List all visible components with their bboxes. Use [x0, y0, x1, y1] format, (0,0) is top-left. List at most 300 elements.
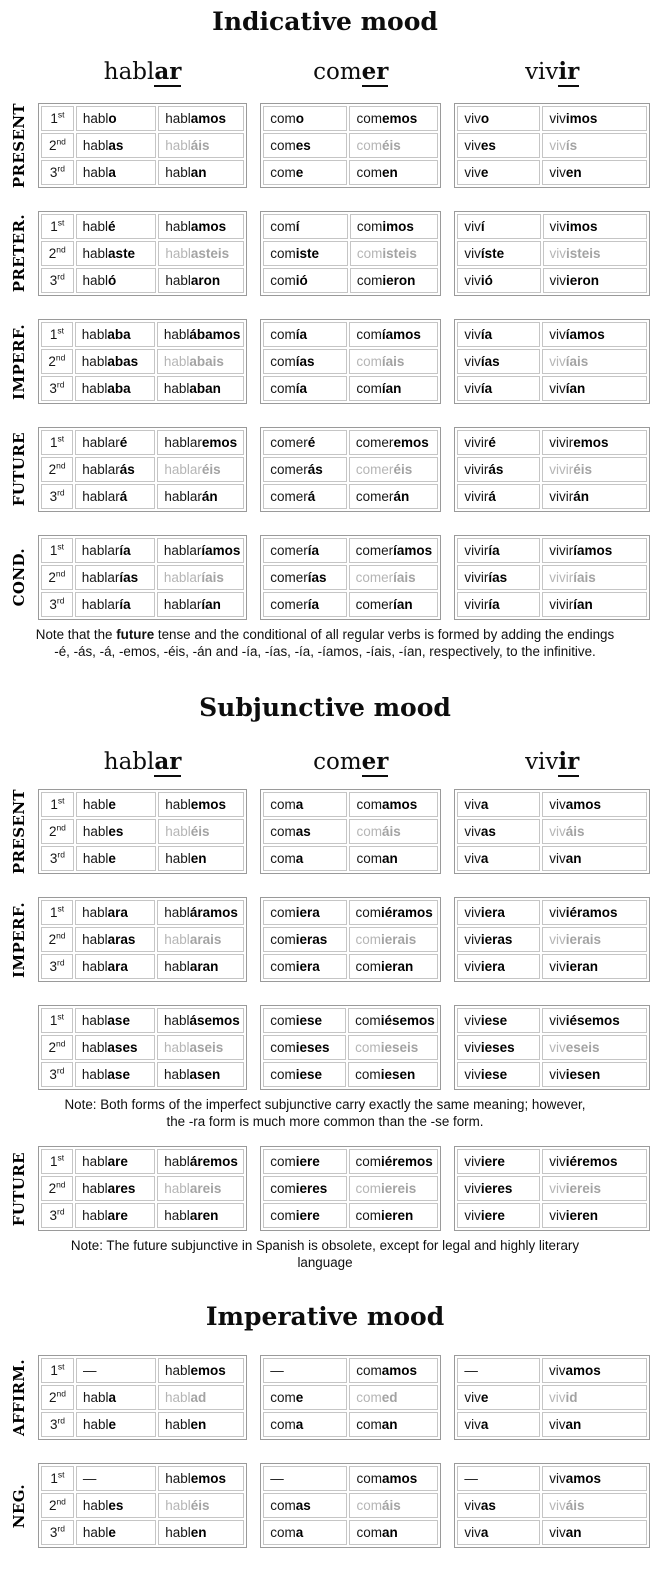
verb-stem: habl — [82, 1525, 109, 1541]
conjugation-row — [457, 160, 647, 185]
plural-form — [157, 376, 244, 401]
singular-form — [263, 1412, 347, 1437]
tense-block — [0, 1355, 650, 1440]
verb-stem: viv — [549, 1208, 566, 1224]
plural-form — [349, 322, 438, 347]
verb-header — [454, 747, 650, 777]
verb-ending: ó — [108, 273, 117, 289]
verb-stem: hablar — [81, 570, 120, 586]
verb-stem: viv — [549, 273, 567, 289]
tense-block — [0, 427, 650, 512]
verb-ending: é — [108, 219, 116, 235]
person-ordinal: rd — [57, 1206, 65, 1217]
conjugation-table — [38, 1463, 247, 1548]
person-ordinal: st — [57, 903, 65, 914]
person-ordinal: nd — [56, 244, 66, 255]
verb-stem: habl — [165, 1525, 191, 1541]
verb-ending: ares — [107, 1181, 136, 1197]
conjugation-row — [41, 1035, 244, 1060]
person-number: 3 — [49, 165, 58, 180]
tense-label: PRESENT — [10, 789, 28, 875]
tense-block — [0, 789, 650, 874]
verb-stem: habl — [82, 851, 109, 867]
conjugation-row — [263, 1493, 438, 1518]
verb-stem: comer — [355, 435, 394, 451]
verb-stem: com — [356, 327, 382, 343]
verb-stem: com — [270, 354, 296, 370]
plural-form — [158, 1385, 244, 1410]
conjugation-table — [260, 103, 441, 188]
verb-ending: as — [108, 138, 124, 153]
verb-header — [260, 747, 441, 777]
verb-stem: viv — [549, 824, 566, 840]
conjugation-row — [41, 376, 244, 401]
tense-label: IMPERF. — [10, 901, 28, 978]
conjugation-row — [457, 322, 647, 347]
verb-stem: hablar — [82, 435, 120, 451]
singular-form — [75, 954, 155, 979]
verb-ending: abais — [189, 354, 224, 370]
verb-ending: iere — [295, 1154, 320, 1170]
tense-label: AFFIRM. — [10, 1359, 28, 1437]
verb-stem: habl — [82, 932, 108, 948]
plural-form — [158, 1493, 244, 1518]
singular-form — [76, 1358, 156, 1383]
tense-label: NEG. — [10, 1483, 28, 1528]
verb-ending: emos — [190, 797, 226, 813]
singular-form — [76, 1412, 156, 1437]
plural-form — [158, 268, 244, 293]
verb-stem: habl — [163, 381, 190, 397]
singular-form — [457, 457, 540, 482]
conjugation-row — [41, 538, 244, 563]
conjugation-row — [41, 1062, 244, 1087]
singular-form — [75, 927, 155, 952]
conjugation-row — [41, 1149, 244, 1174]
verb-ending: asen — [189, 1067, 221, 1083]
person-label — [41, 1493, 74, 1518]
verb-ending: iera — [480, 905, 505, 921]
plural-form — [349, 1203, 439, 1228]
verb-stem: com — [356, 1363, 382, 1379]
conjugation-table — [454, 211, 650, 296]
verb-stem: hablar — [163, 570, 202, 586]
plural-form — [349, 133, 438, 158]
verb-ending: a — [480, 1525, 489, 1541]
verb-ending: ieron — [566, 273, 600, 289]
verb-stem: habl — [82, 1208, 108, 1224]
conjugation-row — [263, 484, 438, 509]
verb-stem: com — [270, 1067, 296, 1083]
plural-form — [158, 1466, 244, 1491]
singular-form — [75, 1203, 155, 1228]
note — [0, 626, 650, 660]
verb-ending: ed — [381, 1390, 398, 1406]
singular-form — [457, 792, 540, 817]
person-label — [41, 819, 74, 844]
verb-stem: com — [356, 824, 382, 840]
verb-stem: hablar — [82, 489, 120, 505]
verb-stem: com — [270, 1181, 296, 1197]
plural-form — [542, 819, 647, 844]
person-label — [41, 1035, 73, 1060]
plural-form — [157, 1176, 244, 1201]
person-ordinal: rd — [56, 595, 65, 606]
tense-block — [0, 319, 650, 404]
person-number: 1 — [50, 797, 58, 813]
verb-ending: a — [295, 1525, 304, 1541]
verb-stem: habl — [81, 354, 108, 370]
verb-ending: aba — [107, 327, 131, 343]
verb-ending: aban — [189, 381, 221, 397]
verb-stem: hablar — [164, 435, 202, 451]
note-text: language — [297, 1255, 353, 1271]
person-label — [41, 565, 73, 590]
singular-form — [457, 349, 540, 374]
conjugation-row — [41, 133, 244, 158]
singular-form — [457, 1035, 540, 1060]
plural-form — [542, 1520, 647, 1545]
verb-ending: áis — [565, 1498, 585, 1514]
singular-form — [75, 484, 155, 509]
plural-form — [542, 846, 647, 871]
singular-form — [263, 457, 347, 482]
verb-ending: ad — [190, 1390, 207, 1406]
conjugation-table — [260, 319, 441, 404]
verb-stem: com — [270, 246, 296, 262]
verb-stem: vivir — [549, 435, 574, 451]
conjugation-row — [263, 106, 438, 131]
conjugation-row — [457, 1466, 647, 1491]
verb-ending: ía — [480, 327, 493, 343]
verb-ending: iésemos — [380, 1013, 435, 1029]
verb-ending: isteis — [566, 246, 601, 262]
verb-ending: ás — [307, 462, 323, 478]
plural-form — [542, 1008, 647, 1033]
mood-title: Indicative mood — [212, 7, 438, 36]
plural-form — [157, 1149, 244, 1174]
singular-form — [457, 592, 540, 617]
conjugation-table — [38, 103, 247, 188]
verb-ending: es — [295, 138, 311, 153]
person-label — [41, 1149, 73, 1174]
plural-form — [542, 430, 647, 455]
verb-stem: com — [270, 1154, 296, 1170]
verb-ending: iese — [480, 1013, 508, 1029]
plural-form — [542, 1149, 647, 1174]
person-ordinal: rd — [57, 1523, 65, 1534]
singular-form — [263, 268, 348, 293]
verb-stem: com — [355, 1154, 382, 1170]
singular-form — [75, 1176, 155, 1201]
verb-stem: com — [270, 1013, 296, 1029]
verb-stem: viv — [549, 959, 566, 975]
verb-header — [454, 57, 650, 87]
plural-form — [157, 900, 244, 925]
conjugation-table — [38, 1146, 247, 1231]
verb-stem: com — [313, 749, 362, 776]
plural-form — [349, 592, 439, 617]
singular-form — [457, 1062, 540, 1087]
verb-ending: ía — [488, 597, 500, 613]
tense-label: PRETER. — [10, 214, 28, 293]
plural-form — [349, 1412, 438, 1437]
conjugation-row — [263, 900, 438, 925]
verb-ending: es — [480, 138, 496, 153]
singular-form — [457, 1149, 540, 1174]
plural-form — [542, 565, 647, 590]
singular-form — [263, 592, 346, 617]
singular-form — [76, 241, 157, 266]
person-ordinal: nd — [55, 1038, 66, 1049]
verb-stem: habl — [81, 1013, 108, 1029]
plural-form — [350, 268, 439, 293]
verb-ending: ió — [480, 273, 493, 289]
verb-ending: emos — [381, 111, 418, 126]
plural-form — [349, 376, 438, 401]
singular-form — [263, 1385, 347, 1410]
verb-stem: viv — [549, 851, 566, 867]
person-ordinal: nd — [56, 822, 66, 833]
verb-ending: é — [119, 435, 128, 451]
conjugation-row — [41, 1466, 244, 1491]
verb-headers — [38, 747, 650, 777]
verb-ending: ía — [295, 327, 307, 343]
singular-form — [263, 819, 347, 844]
conjugation-row — [41, 457, 244, 482]
verb-stem: com — [270, 138, 296, 153]
verb-ending: e — [108, 851, 116, 867]
verb-ending: ías — [480, 354, 500, 370]
conjugation-row — [263, 592, 438, 617]
person-number: 3 — [49, 959, 58, 975]
conjugation-row — [263, 349, 438, 374]
verb-ending: án — [201, 489, 218, 505]
conjugation-row — [41, 900, 244, 925]
verb-stem: — — [270, 1471, 284, 1487]
singular-form — [76, 133, 156, 158]
verb-ending: á — [488, 489, 496, 505]
conjugation-row — [263, 160, 438, 185]
verb-stem: com — [270, 1040, 296, 1056]
verb-ending: e — [480, 1390, 489, 1406]
verb-ending: ieras — [295, 932, 328, 948]
verb-ending: éis — [381, 138, 401, 153]
verb-ending: iereis — [565, 1181, 602, 1197]
verb-stem: com — [356, 1390, 382, 1406]
verb-ending: areis — [189, 1181, 222, 1197]
verb-stem: viv — [464, 1390, 481, 1406]
verb-stem: habl — [165, 797, 191, 813]
tense-label-gutter — [0, 211, 38, 296]
plural-form — [543, 268, 647, 293]
verb-ending: aron — [190, 273, 221, 289]
person-label — [41, 349, 73, 374]
conjugation-table — [260, 897, 441, 982]
singular-form — [76, 268, 157, 293]
note — [0, 1237, 650, 1271]
verb-stem: vivir — [549, 597, 574, 613]
verb-stem: viv — [548, 1363, 566, 1379]
plural-form — [542, 1466, 647, 1491]
plural-form — [542, 376, 647, 401]
plural-form — [158, 846, 244, 871]
verb-stem: comer — [355, 597, 394, 613]
verb-ending: asteis — [190, 246, 230, 262]
verb-ending: amos — [381, 797, 418, 813]
verb-ending: ieran — [381, 959, 414, 975]
singular-form — [76, 160, 156, 185]
verb-stem: com — [270, 1208, 296, 1224]
singular-form — [457, 133, 540, 158]
verb-stem: viv — [464, 219, 481, 235]
verb-ending: éis — [190, 824, 210, 840]
verb-stem: habl — [164, 905, 190, 921]
singular-form — [263, 349, 347, 374]
verb-header — [260, 57, 441, 87]
verb-ending: iste — [295, 246, 319, 262]
plural-form — [157, 457, 244, 482]
verb-ending: ieres — [295, 1181, 328, 1197]
verb-ending: éis — [201, 462, 221, 478]
conjugation-row — [263, 1035, 438, 1060]
plural-form — [158, 1520, 244, 1545]
verb-ending: e — [480, 165, 489, 180]
verb-stem: hablar — [164, 489, 202, 505]
conjugation-row — [457, 792, 647, 817]
verb-ending: íamos — [381, 327, 421, 343]
conjugation-row — [263, 1062, 438, 1087]
conjugation-table — [454, 535, 650, 620]
singular-form — [457, 376, 540, 401]
singular-form — [263, 1008, 346, 1033]
verb-ending: eseis — [565, 1040, 600, 1056]
plural-form — [542, 1203, 647, 1228]
plural-form — [542, 1385, 647, 1410]
person-number: 2 — [48, 824, 57, 840]
person-label — [41, 592, 73, 617]
verb-ending: iésemos — [565, 1013, 620, 1029]
person-label — [41, 927, 73, 952]
conjugation-table — [260, 427, 441, 512]
verb-ending: ásemos — [189, 1013, 240, 1029]
person-ordinal: rd — [57, 271, 65, 282]
verb-ending: íais — [565, 354, 589, 370]
verb-ending: imos — [566, 219, 598, 235]
verb-stem: habl — [163, 354, 190, 370]
conjugation-row — [41, 1203, 244, 1228]
verb-stem: habl — [165, 1471, 191, 1487]
conjugation-row — [41, 954, 244, 979]
tense-block — [0, 103, 650, 188]
verb-stem: viv — [464, 1040, 481, 1056]
person-label — [41, 1520, 74, 1545]
conjugation-table — [38, 211, 247, 296]
verb-ending: áis — [190, 138, 210, 153]
verb-stem: viv — [549, 327, 566, 343]
singular-form — [75, 538, 155, 563]
person-ordinal: nd — [56, 1388, 66, 1399]
conjugation-row — [457, 1176, 647, 1201]
mood-section — [0, 6, 650, 676]
conjugation-row — [41, 214, 244, 239]
conjugation-row — [457, 538, 647, 563]
plural-form — [349, 349, 438, 374]
conjugation-table — [260, 211, 441, 296]
verb-stem: viv — [464, 354, 481, 370]
conjugation-row — [41, 106, 244, 131]
person-label — [41, 160, 74, 185]
verb-stem: viv — [549, 1013, 566, 1029]
verb-stem: viv — [549, 1154, 566, 1170]
note-line — [0, 626, 650, 643]
verb-ending: emos — [190, 1471, 226, 1487]
verb-ending: iere — [480, 1154, 505, 1170]
conjugation-row — [457, 1035, 647, 1060]
verb-stem: com — [355, 1208, 382, 1224]
verb-stem: habl — [164, 1040, 190, 1056]
verb-stem: viv — [549, 1525, 566, 1541]
verb-ending: en — [565, 165, 582, 180]
verb-stem: habl — [164, 1154, 190, 1170]
conjugation-table — [454, 1463, 650, 1548]
plural-form — [349, 106, 438, 131]
singular-form — [75, 430, 155, 455]
verb-ending: ir — [558, 58, 580, 85]
person-ordinal: nd — [56, 1179, 66, 1190]
singular-form — [457, 900, 540, 925]
verb-ending: ás — [488, 462, 504, 478]
verb-stem: habl — [103, 749, 155, 776]
conjugation-table — [38, 427, 247, 512]
tense-label-gutter — [0, 103, 38, 188]
verb-stem: — — [82, 1471, 97, 1487]
verb-stem: habl — [82, 959, 108, 975]
tense-label: COND. — [10, 548, 28, 607]
tense-block — [0, 211, 650, 296]
verb-stem: habl — [164, 1417, 191, 1433]
conjugation-row — [263, 376, 438, 401]
verb-stem: hablar — [81, 597, 120, 613]
tense-block — [0, 535, 650, 620]
verb-stem: viv — [549, 1471, 566, 1487]
verb-stem: viv — [464, 797, 481, 813]
tense-label-gutter — [0, 427, 38, 512]
singular-form — [457, 1008, 540, 1033]
verb-ending: as — [295, 824, 311, 840]
verb-stem: viv — [549, 354, 566, 370]
plural-form — [349, 819, 438, 844]
plural-form — [542, 133, 647, 158]
person-number: 1 — [50, 1471, 58, 1487]
person-ordinal: st — [57, 433, 65, 444]
conjugation-row — [263, 1176, 438, 1201]
singular-form — [263, 376, 347, 401]
verb-stem: habl — [82, 1181, 108, 1197]
verb-stem: viv — [549, 1498, 566, 1514]
verb-ending: iereis — [381, 1181, 417, 1197]
singular-form — [76, 819, 156, 844]
conjugation-row — [457, 592, 647, 617]
verb-ending: íste — [480, 246, 505, 262]
singular-form — [457, 927, 540, 952]
singular-form — [75, 1149, 155, 1174]
person-number: 3 — [49, 1525, 58, 1541]
mood-title: Imperative mood — [205, 1302, 445, 1332]
person-ordinal: st — [57, 1361, 65, 1372]
note-line — [0, 1096, 650, 1113]
verb-stem: com — [270, 219, 296, 235]
